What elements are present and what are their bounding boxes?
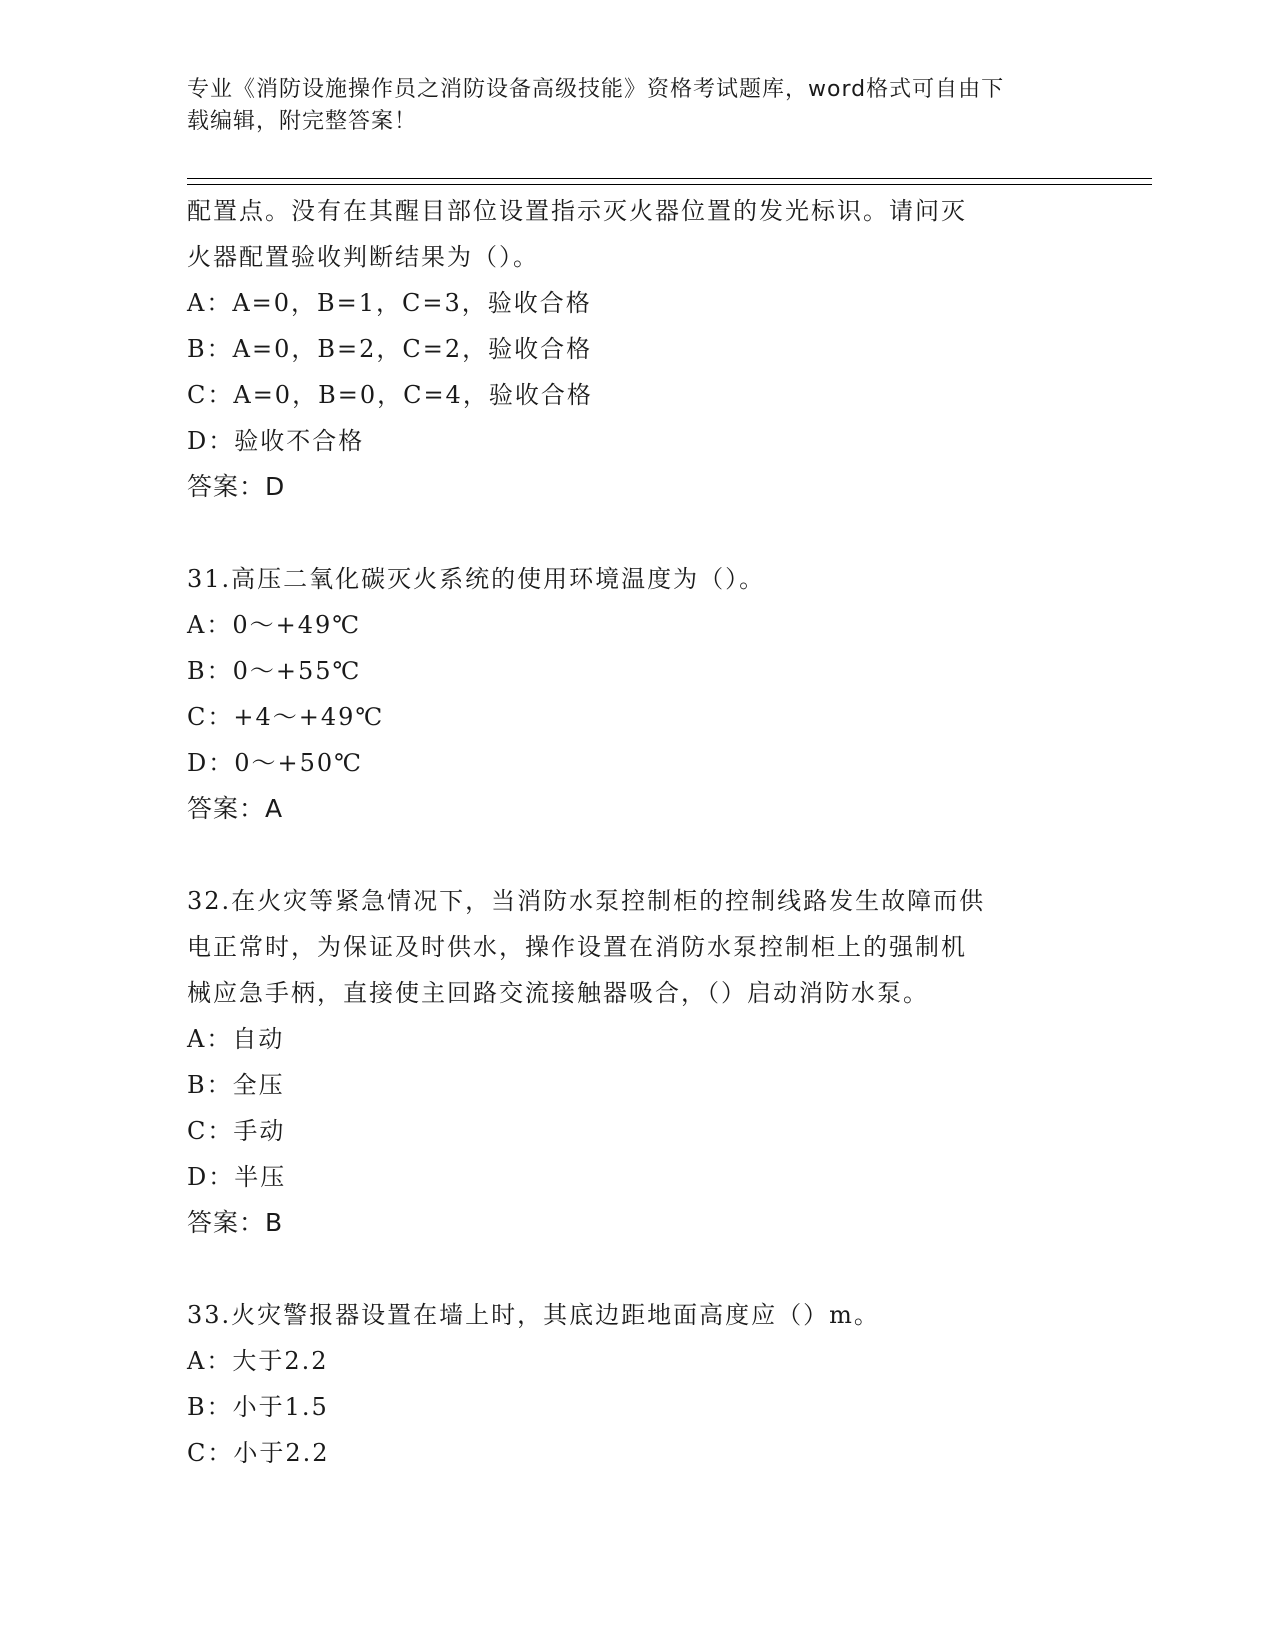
question-30-tail: [187, 188, 1087, 510]
question-stem-line: 32.在火灾等紧急情况下，当消防水泵控制柜的控制线路发生故障而供: [187, 887, 986, 915]
option-b: B：小于1.5: [187, 1393, 329, 1421]
question-stem-line: 火器配置验收判断结果为（）。: [187, 243, 539, 271]
option-a: A：A=0，B=1，C=3，验收合格: [187, 289, 592, 317]
question-31: [187, 556, 1087, 832]
option-c: C：A=0，B=0，C=4，验收合格: [187, 381, 593, 409]
option-b: B：0～+55℃: [187, 657, 362, 685]
question-stem-line: 配置点。没有在其醒目部位设置指示灭火器位置的发光标识。请问灭: [187, 197, 967, 225]
option-a: A：0～+49℃: [187, 611, 362, 639]
option-b: B：A=0，B=2，C=2，验收合格: [187, 335, 593, 363]
option-a: A：自动: [187, 1025, 285, 1053]
option-c: C：+4～+49℃: [187, 703, 385, 731]
question-33: [187, 1292, 1087, 1476]
option-c: C：小于2.2: [187, 1439, 330, 1467]
header-line-2: 载编辑，附完整答案！: [187, 109, 418, 134]
answer-label: 答案：D: [187, 472, 286, 501]
header-line-1: 专业《消防设施操作员之消防设备高级技能》资格考试题库，word格式可自由下: [187, 77, 1005, 102]
header-divider-top: [187, 178, 1152, 179]
option-c: C：手动: [187, 1117, 286, 1145]
document-header: [187, 74, 1067, 138]
answer-label: 答案：A: [187, 794, 284, 823]
option-d: D：半压: [187, 1163, 287, 1191]
question-stem-line: 械应急手柄，直接使主回路交流接触器吸合，（）启动消防水泵。: [187, 979, 929, 1007]
answer-label: 答案：B: [187, 1208, 284, 1237]
header-divider-bottom: [187, 184, 1152, 185]
question-stem-line: 电正常时，为保证及时供水，操作设置在消防水泵控制柜上的强制机: [187, 933, 967, 961]
option-d: D：验收不合格: [187, 427, 365, 455]
question-stem: 33.火灾警报器设置在墙上时，其底边距地面高度应（）m。: [187, 1301, 880, 1329]
question-stem: 31.高压二氧化碳灭火系统的使用环境温度为（）。: [187, 565, 766, 593]
question-content: [187, 188, 1087, 1476]
option-d: D：0～+50℃: [187, 749, 364, 777]
option-a: A：大于2.2: [187, 1347, 329, 1375]
option-b: B：全压: [187, 1071, 285, 1099]
question-32: [187, 878, 1087, 1246]
